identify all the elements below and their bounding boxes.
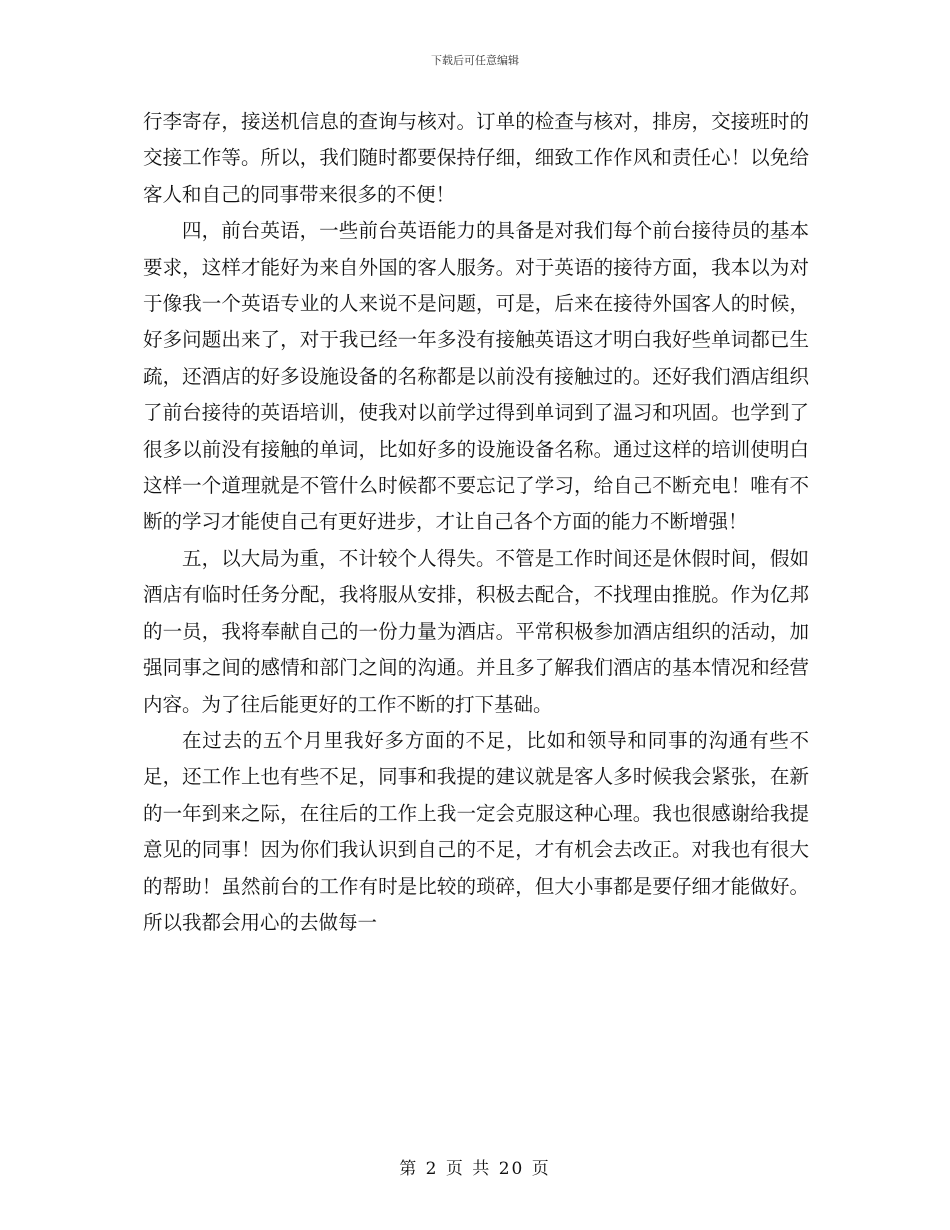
paragraph-continued: 行李寄存，接送机信息的查询与核对。订单的检查与核对，排房，交接班时的交接工作等。所以，我们随时都要保持仔细，细致工作作风和责任心！以免给客人和自己的同事带来很多的不便！: [143, 110, 809, 206]
page-header-note: 下载后可任意编辑: [431, 54, 519, 67]
paragraph-shortcomings: 在过去的五个月里我好多方面的不足，比如和领导和同事的沟通有些不足，还工作上也有些不足，同事和我提的建议就是客人多时候我会紧张，在新的一年到来之际，在往后的工作上我一定会克服这种心理。我也很感谢给我提意见的同事！因为你们我认识到自己的不足，才有机会去改正。对我也有很大的帮助！虽然前台的工作有时是比较的琐碎，但大小事都是要仔细才能做好。所以我都会用心的去做每一: [143, 728, 809, 934]
paragraph-front-desk-english: 四，前台英语，一些前台英语能力的具备是对我们每个前台接待员的基本要求，这样才能好为来自外国的客人服务。对于英语的接待方面，我本以为对于像我一个英语专业的人来说不是问题，可是，后来在接待外国客人的时候，好多问题出来了，对于我已经一年多没有接触英语这才明白我好些单词都已生疏，还酒店的好多设施设备的名称都是以前没有接触过的。还好我们酒店组织了前台接待的英语培训，使我对以前学过得到单词到了温习和巩固。也学到了很多以前没有接触的单词，比如好多的设施设备名称。通过这样的培训使明白这样一个道理就是不管什么时候都不要忘记了学习，给自己不断充电！唯有不断的学习才能使自己有更好进步，才让自己各个方面的能力不断增强！: [143, 219, 809, 534]
paragraph-team-spirit: 五，以大局为重，不计较个人得失。不管是工作时间还是休假时间，假如酒店有临时任务分配，我将服从安排，积极去配合，不找理由推脱。作为亿邦的一员，我将奉献自己的一份力量为酒店。平常积极参加酒店组织的活动，加强同事之间的感情和部门之间的沟通。并且多了解我们酒店的基本情况和经营内容。为了往后能更好的工作不断的打下基础。: [143, 546, 809, 716]
page-number-footer: 第 2 页 共 20 页: [399, 1159, 551, 1179]
document-body: [143, 104, 809, 941]
